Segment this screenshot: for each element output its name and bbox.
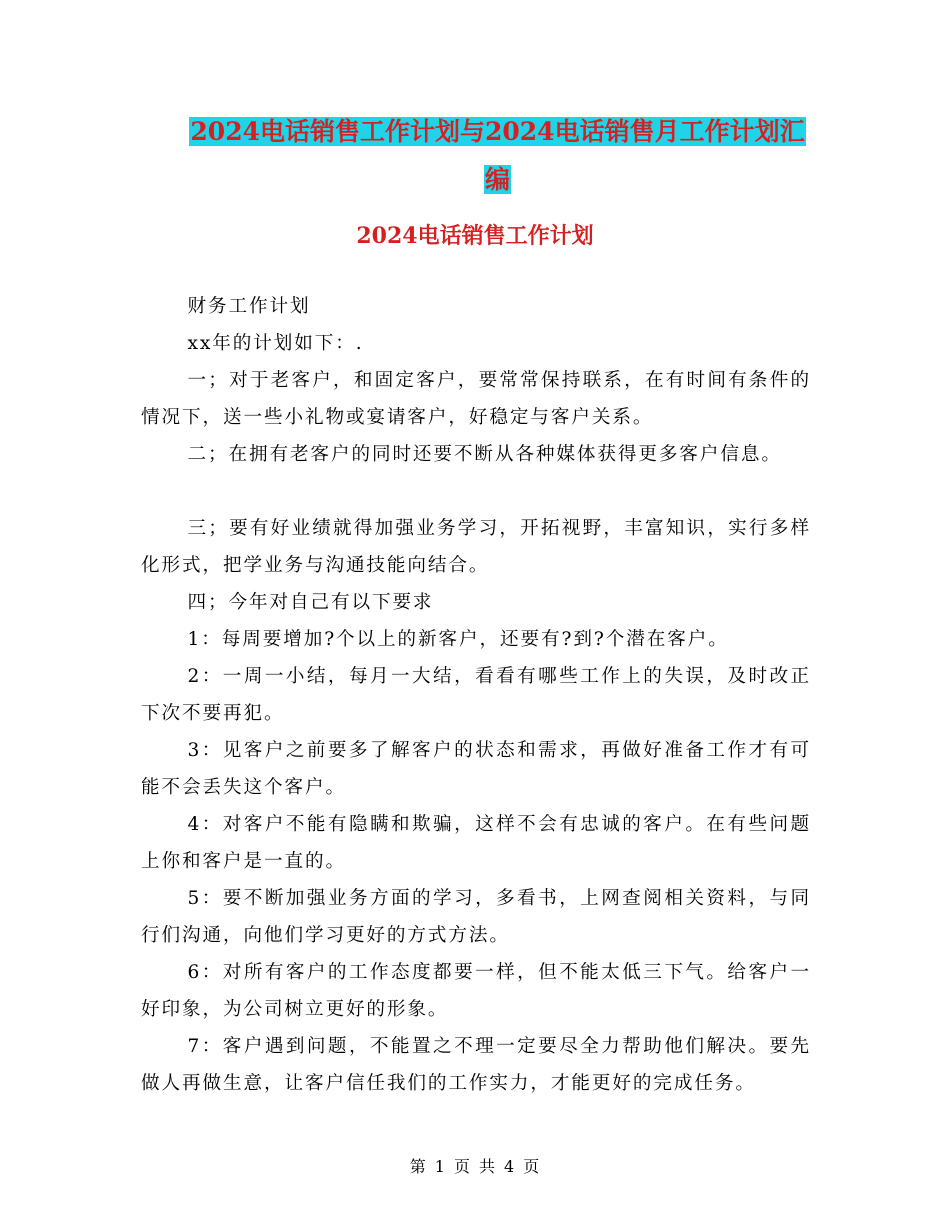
document-title-line1: 2024电话销售工作计划与2024电话销售月工作计划汇: [190, 117, 805, 146]
footer-prefix: 第: [409, 1157, 427, 1176]
paragraph: 一；对于老客户，和固定客户，要常常保持联系，在有时间有条件的情况下，送一些小礼物或宴请客户，好稳定与客户关系。: [141, 370, 811, 428]
document-title: [140, 108, 855, 204]
paragraph: 财务工作计划: [187, 296, 311, 317]
paragraph: 5：要不断加强业务方面的学习，多看书，上网查阅相关资料，与同行们沟通，向他们学习更好的方式方法。: [141, 888, 811, 946]
paragraph-spacer: [141, 473, 811, 510]
paragraph: 1：每周要增加?个以上的新客户，还要有?到?个潜在客户。: [187, 629, 729, 650]
paragraph: 三；要有好业绩就得加强业务学习，开拓视野，丰富知识，实行多样化形式，把学业务与沟通技能向结合。: [141, 518, 811, 576]
section-title: 2024电话销售工作计划: [356, 223, 594, 249]
footer-suffix: 页: [523, 1157, 541, 1176]
document-body: [141, 288, 811, 1102]
footer-total-word: 共: [479, 1157, 497, 1176]
paragraph: xx年的计划如下：.: [187, 333, 364, 354]
paragraph: 2：一周一小结，每月一大结，看看有哪些工作上的失误，及时改正下次不要再犯。: [141, 666, 811, 724]
page-footer: [0, 1154, 950, 1177]
paragraph: 3：见客户之前要多了解客户的状态和需求，再做好准备工作才有可能不会丢失这个客户。: [141, 740, 811, 798]
paragraph: 四；今年对自己有以下要求: [187, 592, 434, 613]
footer-page-word: 页: [453, 1157, 471, 1176]
footer-page-number: 1: [434, 1157, 446, 1176]
footer-total-pages: 4: [504, 1157, 516, 1176]
paragraph: 6：对所有客户的工作态度都要一样，但不能太低三下气。给客户一好印象，为公司树立更好的形象。: [141, 962, 811, 1020]
paragraph: 7：客户遇到问题，不能置之不理一定要尽全力帮助他们解决。要先做人再做生意，让客户信任我们的工作实力，才能更好的完成任务。: [141, 1036, 811, 1094]
paragraph: 二；在拥有老客户的同时还要不断从各种媒体获得更多客户信息。: [187, 444, 782, 465]
paragraph: 4：对客户不能有隐瞒和欺骗，这样不会有忠诚的客户。在有些问题上你和客户是一直的。: [141, 814, 811, 872]
document-title-line2: 编: [484, 165, 510, 194]
